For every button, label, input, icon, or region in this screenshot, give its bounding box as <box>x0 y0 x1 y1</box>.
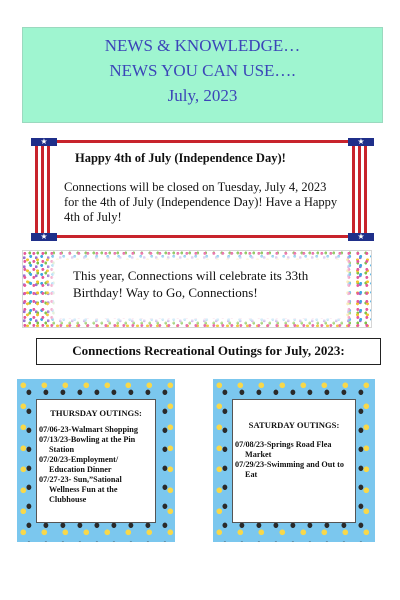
header-line-2: NEWS YOU CAN USE…. <box>109 61 296 80</box>
list-item: 07/13/23-Bowling at the Pin Station <box>39 435 136 454</box>
holiday-title: Happy 4th of July (Independence Day)! <box>75 151 286 165</box>
list-item: 07/06-23-Walmart Shopping <box>39 425 138 434</box>
star-icon: ★ <box>40 137 48 146</box>
star-icon: ★ <box>357 232 365 241</box>
list-item: 07/08/23-Springs Road Flea Market <box>235 440 332 459</box>
header-line-1: NEWS & KNOWLEDGE… <box>104 36 301 55</box>
holiday-body: Connections will be closed on Tuesday, July 4, 2023 for the 4th of July (Independence Day)! Have a Happy 4th of July! <box>64 180 338 224</box>
outings-heading: Connections Recreational Outings for July, 2023: <box>36 338 381 365</box>
birthday-text: This year, Connections will celebrate its 33th Birthday! Way to Go, Connections! <box>73 268 309 300</box>
star-icon: ★ <box>40 232 48 241</box>
thursday-outings-card <box>17 379 175 542</box>
thursday-outings-title: THURSDAY OUTINGS: <box>50 408 142 418</box>
flag-pillar-left <box>31 138 57 241</box>
header-line-3: July, 2023 <box>167 86 238 105</box>
saturday-outings-title: SATURDAY OUTINGS: <box>248 420 340 430</box>
list-item: 07/29/23-Swimming and Out to Eat <box>235 460 344 479</box>
list-item: 07/20/23-Employment/ Education Dinner <box>39 455 119 474</box>
saturday-outings-list <box>235 440 353 480</box>
star-icon: ★ <box>357 137 365 146</box>
list-item: 07/27-23- Sun,”Sational Wellness Fun at the Clubhouse <box>39 475 122 504</box>
thursday-outings-list <box>39 425 151 505</box>
saturday-outings-card <box>213 379 375 542</box>
newsletter-header <box>22 27 383 123</box>
flag-pillar-right <box>348 138 374 241</box>
